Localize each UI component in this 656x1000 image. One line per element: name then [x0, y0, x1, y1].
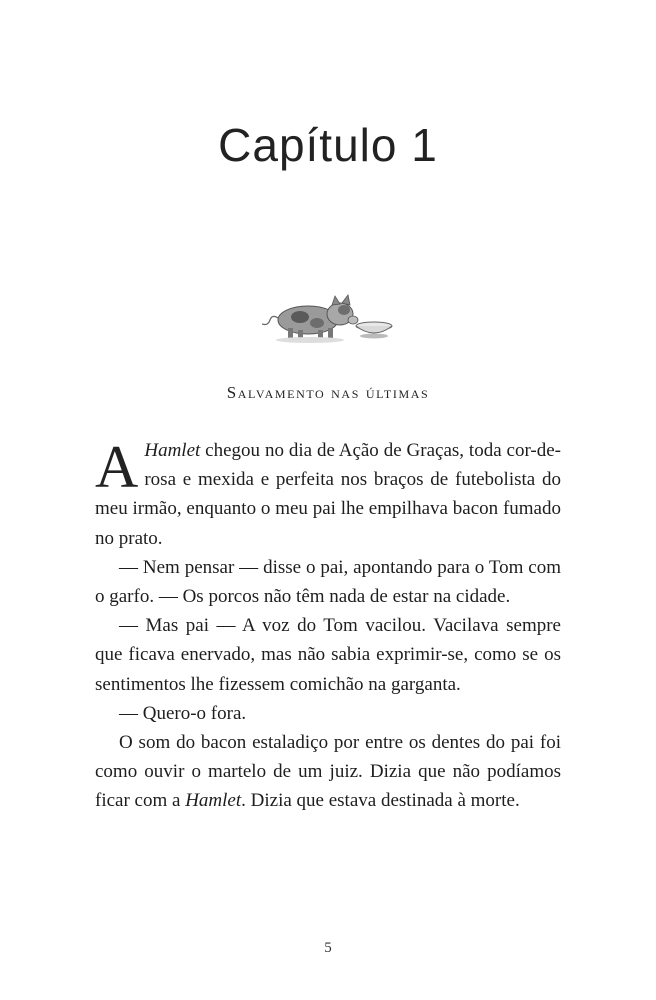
paragraph-5 [95, 728, 561, 816]
italic-title: Hamlet [185, 790, 242, 812]
chapter-body [95, 436, 561, 816]
paragraph-1-text: chegou no dia de Ação de Graças, toda cor-de-rosa e mexida e perfeita nos braços de futebolista do meu irmão, enquanto o meu pai lhe empilhava bacon fumado no prato. [95, 440, 561, 549]
paragraph-4: — Quero-o fora. [119, 702, 247, 724]
paragraph-2: — Nem pensar — disse o pai, apontando para o Tom com o garfo. — Os porcos não têm nada de estar na cidade. [95, 556, 561, 608]
chapter-title: Capítulo 1 [218, 119, 438, 171]
paragraph-1 [95, 436, 561, 553]
paragraph-5-text-b: . Dizia que estava destinada à morte. [241, 790, 520, 812]
paragraph-5-text-a: O som do bacon estaladiço por entre os dentes do pai foi como ouvir o martelo de um juiz. Dizia que não podíamos ficar com a [95, 732, 561, 812]
page-number: 5 [324, 940, 332, 956]
paragraph-3: — Mas pai — A voz do Tom vacilou. Vacilava sempre que ficava enervado, mas não sabia exprimir-se, como se os sentimentos lhe fizessem comichão na garganta. [95, 615, 561, 695]
italic-title: Hamlet [144, 440, 201, 461]
piglet-with-bowl-icon [262, 290, 394, 346]
section-title: Salvamento nas últimas [226, 383, 430, 402]
drop-cap: A [95, 434, 139, 500]
